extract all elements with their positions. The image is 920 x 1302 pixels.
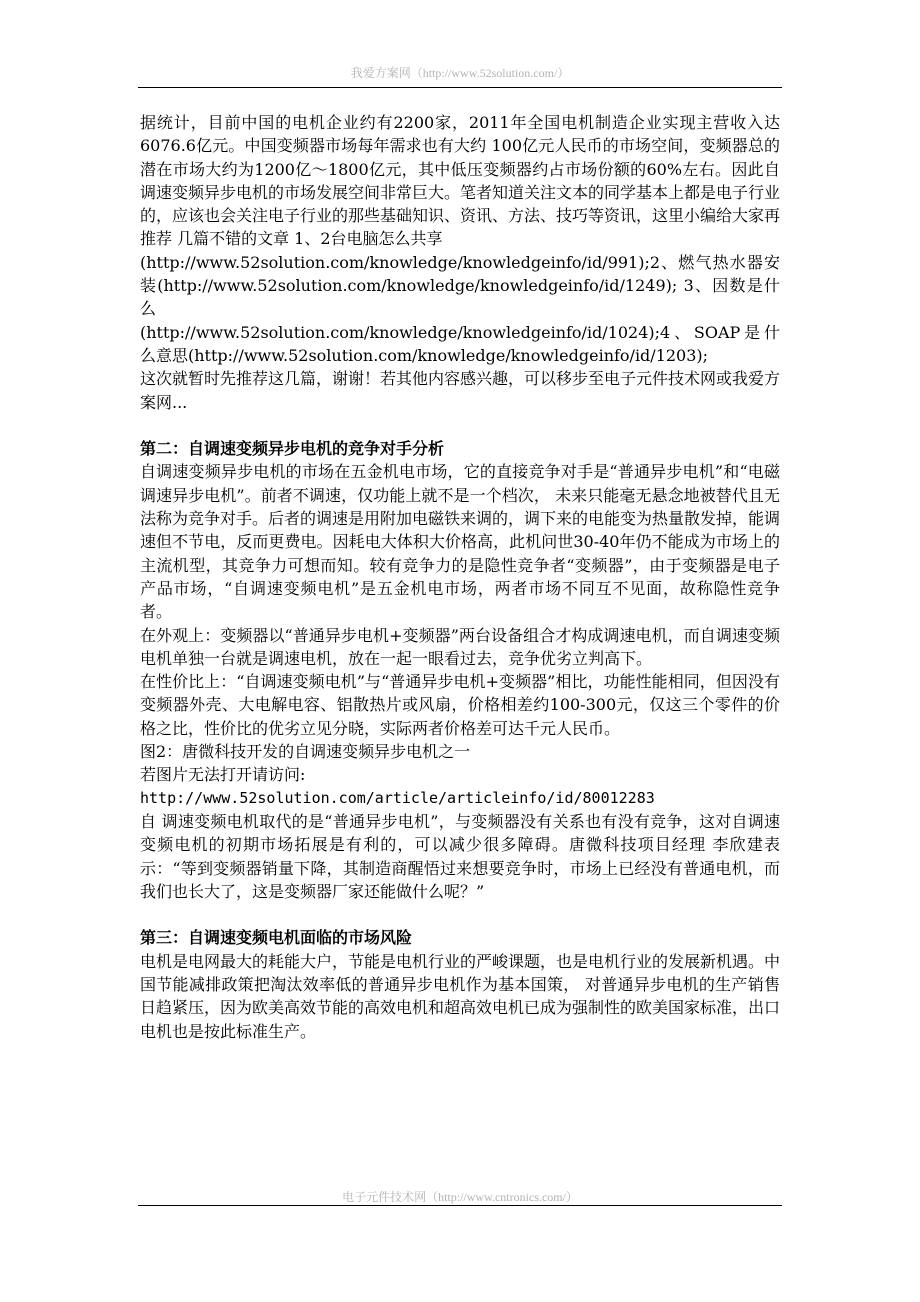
section-heading-3: 第三：自调速变频电机面临的市场风险: [140, 928, 413, 948]
figure-caption: 图2：唐微科技开发的自调速变频异步电机之一: [140, 742, 471, 762]
section2-paragraph-4: 自 调速变频电机取代的是“普通异步电机”，与变频器没有关系也有没有竞争，这对自调速变频电机的初期市场拓展是有利的，可以减少很多障碍。唐微科技项目经理 李欣建表示：“等到变频器销量下降，其制造商醒悟过来想要竞争时，市场上已经没有普通电机，而我们也长大了，这是变频器厂家还能做什么呢？”: [140, 811, 780, 901]
intro-closing: 这次就暂时先推荐这几篇，谢谢！若其他内容感兴趣，可以移步至电子元件技术网或我爱方案网...: [140, 369, 781, 412]
header-divider: [138, 87, 782, 88]
footer-divider: [138, 1205, 782, 1206]
intro-paragraph: 据统计，目前中国的电机企业约有2200家，2011年全国电机制造企业实现主营收入达6076.6亿元。中国变频器市场每年需求也有大约 100亿元人民币的市场空间，变频器总的潜在市场大约为1200亿～1800亿元，其中低压变频器约占市场份额的60%左右。因此自调速变频异步电机的市场发展空间非常巨大。笔者知道关注文本的同学基本上都是电子行业的，应该也会关注电子行业的那些基础知识、资讯、方法、技巧等资讯，这里小编给大家再推荐 几篇不错的文章 1、2台电脑怎么共享: [140, 113, 781, 249]
page-footer: 电子元件技术网（http://www.cntronics.com/）: [342, 1190, 578, 1204]
section2-paragraph-3: 在性价比上：“自调速变频电机”与“普通异步电机+变频器”相比，功能性能相同，但因没有变频器外壳、大电解电容、铝散热片或风扇，价格相差约100-300元，仅这三个零件的价格之比，性价比的优劣立见分晓，实际两者价格差可达千元人民币。: [140, 672, 780, 738]
section3-paragraph-1: 电机是电网最大的耗能大户，节能是电机行业的严峻课题，也是电机行业的发展新机遇。中国节能减排政策把淘汰效率低的普通异步电机作为基本国策， 对普通异步电机的生产销售日趋紧压，因为欧美高效节能的高效电机和超高效电机已成为强制性的欧美国家标准，出口电机也是按此标准生产。: [140, 951, 781, 1041]
section-heading-2: 第二：自调速变频异步电机的竞争对手分析: [140, 439, 445, 459]
page-header: 我爱方案网（http://www.52solution.com/）: [350, 66, 570, 80]
section2-paragraph-1: 自调速变频异步电机的市场在五金机电市场，它的直接竞争对手是“普通异步电机”和“电磁调速异步电机”。前者不调速，仅功能上就不是一个档次， 未来只能毫无悬念地被替代且无法称为竞争对手。后者的调速是用附加电磁铁来调的，调下来的电能变为热量散发掉，能调速但不节电，反而更费电。因耗电大体积大价格高，此机问世30-40年仍不能成为市场上的主流机型，其竞争力可想而知。较有竞争力的是隐性竞争者“变频器”，由于变频器是电子产品市场，“自调速变频电机”是五金机电市场，两者市场不同互不见面，故称隐性竞争者。: [140, 462, 781, 622]
figure-link[interactable]: http://www.52solution.com/article/articleinfo/id/80012283: [140, 788, 655, 807]
intro-links-2: (http://www.52solution.com/knowledge/knowledgeinfo/id/1024);4、SOAP是什么意思(http://www.52solution.com/knowledge/knowledgeinfo/id/1203);: [140, 322, 780, 365]
figure-note: 若图片无法打开请访问:: [140, 765, 306, 785]
document-body: [140, 111, 780, 1043]
section2-paragraph-2: 在外观上：变频器以“普通异步电机+变频器”两台设备组合才构成调速电机，而自调速变频电机单独一台就是调速电机，放在一起一眼看过去，竞争优劣立判高下。: [140, 625, 780, 668]
intro-links-1: (http://www.52solution.com/knowledge/knowledgeinfo/id/991);2、燃气热水器安装(http://www.52solution.com/knowledge/knowledgeinfo/id/1249); 3、因数是什么: [140, 252, 780, 319]
